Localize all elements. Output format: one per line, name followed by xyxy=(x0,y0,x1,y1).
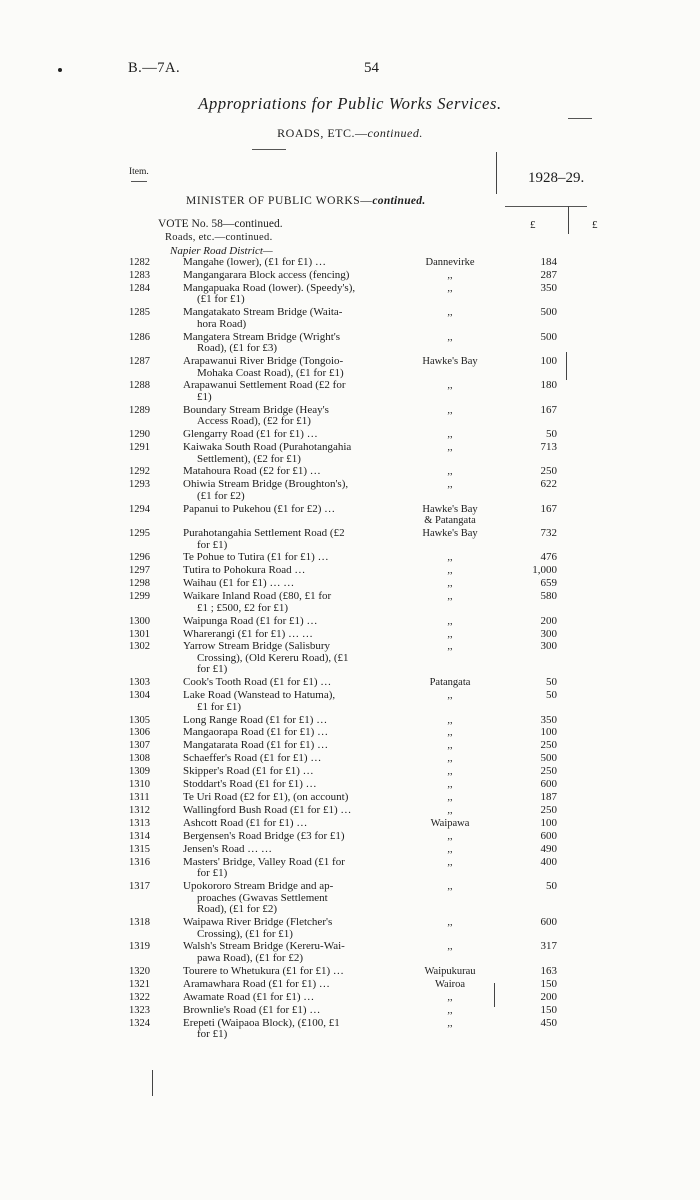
location-name: ,, xyxy=(447,753,453,765)
location xyxy=(404,552,496,564)
description-line: Lake Road (Wanstead to Hatuma), xyxy=(183,689,336,702)
description-line: hora Road) xyxy=(197,317,247,330)
description-line: Stoddart's Road (£1 for £1) … xyxy=(183,778,317,791)
location xyxy=(404,616,496,628)
location xyxy=(404,332,496,344)
amount: 490 xyxy=(540,843,557,855)
description-line: Road), (£1 for £3) xyxy=(197,342,278,355)
item-number: 1285 xyxy=(129,307,150,319)
description-line: Papanui to Pukehou (£1 for £2) … xyxy=(183,502,336,515)
item-number: 1320 xyxy=(129,965,150,977)
item-number: 1290 xyxy=(129,429,150,440)
district-heading: Napier Road District— xyxy=(170,245,273,257)
description-line: Mangangarara Block access (fencing) xyxy=(183,268,350,281)
description-line: Te Pohue to Tutira (£1 for £1) … xyxy=(183,551,329,564)
description-line: Waipunga Road (£1 for £1) … xyxy=(183,614,318,627)
item-number: 1300 xyxy=(129,615,150,627)
item-description xyxy=(183,552,405,564)
description-line: Arapawanui Settlement Road (£2 for xyxy=(183,379,346,392)
item-description xyxy=(183,356,405,379)
year-column-header: 1928–29. xyxy=(528,170,585,186)
subtitle-continued: continued. xyxy=(367,126,423,140)
location-name: ,, xyxy=(447,404,453,416)
item-number: 1314 xyxy=(129,831,150,842)
item-number: 1308 xyxy=(129,753,150,765)
page-number: 54 xyxy=(364,60,379,76)
location xyxy=(404,1018,496,1030)
item-description xyxy=(183,677,405,689)
location xyxy=(404,629,496,641)
location-name: Wairoa xyxy=(434,978,466,990)
location xyxy=(404,766,496,778)
item-description xyxy=(183,857,405,880)
roads-heading: Roads, etc.—continued. xyxy=(165,232,273,243)
description-line: Bergensen's Road Bridge (£3 for £1) xyxy=(183,830,345,842)
item-description xyxy=(183,616,405,628)
amount: 250 xyxy=(540,465,557,478)
amount: 600 xyxy=(540,830,557,842)
item-number: 1318 xyxy=(129,917,150,928)
location xyxy=(404,429,496,441)
location xyxy=(404,1005,496,1017)
description-line: Schaeffer's Road (£1 for £1) … xyxy=(183,752,322,765)
location xyxy=(404,881,496,893)
amount: 250 xyxy=(540,804,557,817)
item-description xyxy=(183,442,405,465)
location-name: ,, xyxy=(447,429,453,440)
location xyxy=(404,966,496,978)
location-name: ,, xyxy=(447,792,453,804)
location xyxy=(404,715,496,727)
amount: 167 xyxy=(540,403,557,416)
location-name: ,, xyxy=(447,282,453,294)
description-line: Purahotangahia Settlement Road (£2 xyxy=(183,527,345,539)
description-line: (£1 for £1) xyxy=(197,293,245,306)
description-line: Tourere to Whetukura (£1 for £1) … xyxy=(183,964,344,977)
amount: 250 xyxy=(540,739,557,752)
amount: 163 xyxy=(540,964,557,977)
description-line: for £1) xyxy=(197,1028,228,1040)
location xyxy=(404,578,496,590)
amount: 450 xyxy=(540,1016,557,1029)
location-name: ,, xyxy=(447,1004,453,1016)
location-name: ,, xyxy=(447,380,453,392)
description-line: Wharerangi (£1 for £1) … … xyxy=(183,627,313,640)
location-name: Waipawa xyxy=(430,818,470,830)
item-description xyxy=(183,715,405,727)
description-line: £1) xyxy=(197,390,212,403)
description-line: Matahoura Road (£2 for £1) … xyxy=(183,465,321,478)
minister-main: MINISTER OF PUBLIC WORKS— xyxy=(186,195,373,207)
item-description xyxy=(183,766,405,778)
item-description xyxy=(183,283,405,306)
item-number: 1307 xyxy=(129,740,150,752)
subtitle-main: ROADS, ETC.— xyxy=(277,126,368,140)
location-name: ,, xyxy=(447,565,453,577)
amount: 200 xyxy=(540,614,557,627)
amount: 167 xyxy=(540,502,557,515)
amount: 250 xyxy=(540,765,557,778)
amount: 1,000 xyxy=(532,564,557,577)
amount: 476 xyxy=(540,551,557,564)
description-line: £1 ; £500, £2 for £1) xyxy=(197,601,289,614)
item-description xyxy=(183,270,405,282)
amount: 50 xyxy=(546,676,557,689)
location-name: Patangata xyxy=(429,677,471,689)
description-line: Access Road), (£2 for £1) xyxy=(197,415,311,428)
description-line: (£1 for £2) xyxy=(197,489,245,502)
description-line: Tutira to Pohokura Road … xyxy=(183,564,306,577)
location xyxy=(404,528,496,540)
location xyxy=(404,380,496,392)
location-name: ,, xyxy=(447,307,453,319)
location xyxy=(404,504,496,527)
description-line: Erepeti (Waipaoa Block), (£100, £1 xyxy=(183,1016,340,1029)
item-number: 1305 xyxy=(129,714,150,726)
amount: 50 xyxy=(546,880,557,893)
amount: 713 xyxy=(540,441,557,453)
location xyxy=(404,641,496,653)
location-name: ,, xyxy=(447,591,453,603)
description-line: pawa Road), (£1 for £2) xyxy=(197,951,303,964)
description-line: Arapawanui River Bridge (Tongoio- xyxy=(183,355,344,367)
item-number: 1295 xyxy=(129,528,150,539)
description-line: Mangapuaka Road (lower). (Speedy's), xyxy=(183,281,356,294)
amount: 150 xyxy=(540,1003,557,1016)
amount: 50 xyxy=(546,428,557,440)
amount: 500 xyxy=(540,330,557,343)
item-number: 1288 xyxy=(129,380,150,392)
location-name: ,, xyxy=(447,615,453,627)
item-number: 1309 xyxy=(129,766,150,778)
item-number: 1301 xyxy=(129,628,150,640)
item-number: 1297 xyxy=(129,565,150,577)
item-number: 1316 xyxy=(129,856,150,868)
description-line: Brownlie's Road (£1 for £1) … xyxy=(183,1003,321,1016)
item-number: 1289 xyxy=(129,404,150,416)
item-description xyxy=(183,917,405,940)
location xyxy=(404,690,496,702)
location xyxy=(404,257,496,269)
item-number: 1282 xyxy=(129,257,150,268)
item-description xyxy=(183,380,405,403)
item-description xyxy=(183,1018,405,1041)
location-name: ,, xyxy=(447,844,453,855)
location xyxy=(404,792,496,804)
location-name: ,, xyxy=(447,466,453,478)
location-name: ,, xyxy=(447,269,453,281)
amount: 184 xyxy=(540,256,557,268)
location-name: ,, xyxy=(447,641,453,653)
location-name: ,, xyxy=(447,1017,453,1029)
description-line: for £1) xyxy=(197,538,228,551)
amount: 350 xyxy=(540,713,557,726)
description-line: Awamate Road (£1 for £1) … xyxy=(183,990,315,1003)
item-description xyxy=(183,831,405,843)
item-description xyxy=(183,307,405,330)
location xyxy=(404,992,496,1004)
location-name: ,, xyxy=(447,331,453,343)
item-description xyxy=(183,479,405,502)
location-name-2: & Patangata xyxy=(424,515,476,527)
amount: 100 xyxy=(540,355,557,367)
description-line: Road), (£1 for £2) xyxy=(197,903,278,916)
amount: 500 xyxy=(540,306,557,319)
item-description xyxy=(183,332,405,355)
item-description xyxy=(183,257,405,269)
location-name: ,, xyxy=(447,766,453,778)
location-name: ,, xyxy=(447,881,453,893)
description-line: Waikare Inland Road (£80, £1 for xyxy=(183,590,332,603)
amount: 659 xyxy=(540,577,557,590)
location-name: Hawke's Bay xyxy=(422,528,478,539)
amount: 150 xyxy=(540,977,557,990)
description-line: Wallingford Bush Road (£1 for £1) … xyxy=(183,804,352,817)
location-name: ,, xyxy=(447,740,453,752)
description-line: Waipawa River Bridge (Fletcher's xyxy=(183,916,333,928)
description-line: Mohaka Coast Road), (£1 for £1) xyxy=(197,366,344,379)
description-line: Kaiwaka South Road (Purahotangahia xyxy=(183,441,352,453)
item-description xyxy=(183,727,405,739)
location xyxy=(404,740,496,752)
location xyxy=(404,917,496,929)
item-description xyxy=(183,690,405,713)
description-line: Mangatakato Stream Bridge (Waita- xyxy=(183,306,343,319)
amount: 622 xyxy=(540,478,557,491)
amount: 200 xyxy=(540,990,557,1003)
description-line: Ohiwia Stream Bridge (Broughton's), xyxy=(183,478,349,491)
item-number: 1287 xyxy=(129,356,150,367)
item-number: 1283 xyxy=(129,269,150,281)
item-description xyxy=(183,881,405,916)
item-number: 1313 xyxy=(129,818,150,830)
item-description xyxy=(183,565,405,577)
description-line: Aramawhara Road (£1 for £1) … xyxy=(183,977,330,990)
item-description xyxy=(183,641,405,676)
item-number: 1312 xyxy=(129,805,150,817)
location-name: ,, xyxy=(447,941,453,953)
amount: 580 xyxy=(540,590,557,603)
description-line: Masters' Bridge, Valley Road (£1 for xyxy=(183,855,345,868)
item-number: 1303 xyxy=(129,677,150,689)
page-title: Appropriations for Public Works Services. xyxy=(198,94,502,113)
location xyxy=(404,307,496,319)
amount: 100 xyxy=(540,817,557,830)
amount: 300 xyxy=(540,627,557,640)
location xyxy=(404,979,496,991)
description-line: Ashcott Road (£1 for £1) … xyxy=(183,817,308,830)
amount: 400 xyxy=(540,855,557,868)
location xyxy=(404,591,496,603)
item-description xyxy=(183,805,405,817)
location-name: Waipukurau xyxy=(424,965,476,977)
location-name: ,, xyxy=(447,552,453,564)
item-number: 1296 xyxy=(129,552,150,564)
item-number: 1324 xyxy=(129,1017,150,1029)
location-name: Hawke's Bay xyxy=(422,356,478,367)
location-name: ,, xyxy=(447,628,453,640)
description-line: Glengarry Road (£1 for £1) … xyxy=(183,428,318,440)
currency-header-2: £ xyxy=(592,219,598,231)
location xyxy=(404,831,496,843)
description-line: Mangahe (lower), (£1 for £1) … xyxy=(183,256,326,268)
location-name: Dannevirke xyxy=(425,257,475,268)
item-number: 1293 xyxy=(129,479,150,491)
item-description xyxy=(183,591,405,614)
description-line: £1 for £1) xyxy=(197,700,241,713)
description-line: Cook's Tooth Road (£1 for £1) … xyxy=(183,676,332,689)
location-name: ,, xyxy=(447,805,453,817)
amount: 187 xyxy=(540,791,557,804)
item-description xyxy=(183,629,405,641)
item-number: 1321 xyxy=(129,978,150,990)
item-description xyxy=(183,979,405,991)
item-description xyxy=(183,504,405,516)
amount: 317 xyxy=(540,940,557,953)
location xyxy=(404,270,496,282)
item-description xyxy=(183,966,405,978)
location xyxy=(404,857,496,869)
vote-heading: VOTE No. 58—continued. xyxy=(158,218,283,230)
location xyxy=(404,941,496,953)
item-description xyxy=(183,528,405,551)
item-number: 1310 xyxy=(129,779,150,791)
item-description xyxy=(183,941,405,964)
item-description xyxy=(183,578,405,590)
item-column-header: Item. xyxy=(129,167,149,177)
location-name: ,, xyxy=(447,917,453,928)
amount: 50 xyxy=(546,689,557,702)
item-description xyxy=(183,779,405,791)
item-number: 1292 xyxy=(129,466,150,478)
location xyxy=(404,356,496,368)
amount: 500 xyxy=(540,752,557,765)
item-description xyxy=(183,992,405,1004)
description-line: Mangatarata Road (£1 for £1) … xyxy=(183,739,329,752)
item-number: 1306 xyxy=(129,727,150,739)
item-number: 1298 xyxy=(129,578,150,590)
item-description xyxy=(183,405,405,428)
description-line: Yarrow Stream Bridge (Salisbury xyxy=(183,640,331,653)
description-line: Long Range Road (£1 for £1) … xyxy=(183,713,328,726)
location xyxy=(404,565,496,577)
item-number: 1304 xyxy=(129,690,150,702)
location-name: ,, xyxy=(447,831,453,842)
location xyxy=(404,442,496,454)
location-name: ,, xyxy=(447,856,453,868)
item-description xyxy=(183,792,405,804)
item-description xyxy=(183,1005,405,1017)
description-line: Jensen's Road … … xyxy=(183,843,273,855)
item-description xyxy=(183,740,405,752)
amount: 600 xyxy=(540,916,557,928)
location-name: ,, xyxy=(447,442,453,453)
item-number: 1315 xyxy=(129,844,150,855)
description-line: proaches (Gwavas Settlement xyxy=(197,891,328,904)
location-name: ,, xyxy=(447,991,453,1003)
location-name: ,, xyxy=(447,479,453,491)
item-description xyxy=(183,844,405,856)
location xyxy=(404,677,496,689)
item-number: 1294 xyxy=(129,503,150,515)
location xyxy=(404,753,496,765)
location-name: ,, xyxy=(447,690,453,702)
amount: 732 xyxy=(540,527,557,539)
location-name: Hawke's Bay xyxy=(422,503,478,515)
location-name: ,, xyxy=(447,779,453,791)
item-number: 1311 xyxy=(129,792,150,804)
currency-header-1: £ xyxy=(530,219,536,231)
amount: 300 xyxy=(540,640,557,653)
location-name: ,, xyxy=(447,578,453,590)
item-number: 1291 xyxy=(129,442,150,453)
item-description xyxy=(183,818,405,830)
item-description xyxy=(183,429,405,441)
description-line: Mangatera Stream Bridge (Wright's xyxy=(183,330,341,343)
item-number: 1322 xyxy=(129,991,150,1003)
description-line: Settlement), (£2 for £1) xyxy=(197,452,301,465)
amount: 350 xyxy=(540,281,557,294)
description-line: Skipper's Road (£1 for £1) … xyxy=(183,765,314,778)
description-line: Crossing), (Old Kereru Road), (£1 xyxy=(197,651,349,664)
item-description xyxy=(183,466,405,478)
location-name: ,, xyxy=(447,714,453,726)
document-code: B.—7A. xyxy=(128,60,181,76)
amount: 287 xyxy=(540,268,557,281)
description-line: for £1) xyxy=(197,867,228,880)
description-line: Te Uri Road (£2 for £1), (on account) xyxy=(183,791,349,804)
item-number: 1299 xyxy=(129,591,150,603)
description-line: Crossing), (£1 for £1) xyxy=(197,927,293,940)
location xyxy=(404,466,496,478)
item-number: 1286 xyxy=(129,331,150,343)
description-line: Mangaorapa Road (£1 for £1) … xyxy=(183,726,329,739)
description-line: for £1) xyxy=(197,663,228,676)
location xyxy=(404,818,496,830)
item-number: 1319 xyxy=(129,941,150,953)
location xyxy=(404,844,496,856)
description-line: Walsh's Stream Bridge (Kereru-Wai- xyxy=(183,940,345,953)
amount: 600 xyxy=(540,778,557,791)
description-line: Upokororo Stream Bridge and ap- xyxy=(183,880,334,893)
location xyxy=(404,727,496,739)
minister-continued: continued. xyxy=(372,195,426,207)
location xyxy=(404,779,496,791)
description-line: Waihau (£1 for £1) … … xyxy=(183,577,295,590)
item-description xyxy=(183,753,405,765)
location xyxy=(404,479,496,491)
location xyxy=(404,405,496,417)
amount: 180 xyxy=(540,379,557,392)
location xyxy=(404,805,496,817)
description-line: Boundary Stream Bridge (Heay's xyxy=(183,403,329,416)
item-number: 1317 xyxy=(129,881,150,893)
item-number: 1323 xyxy=(129,1004,150,1016)
amount: 100 xyxy=(540,726,557,739)
item-number: 1284 xyxy=(129,282,150,294)
item-number: 1302 xyxy=(129,641,150,653)
location xyxy=(404,283,496,295)
location-name: ,, xyxy=(447,727,453,739)
